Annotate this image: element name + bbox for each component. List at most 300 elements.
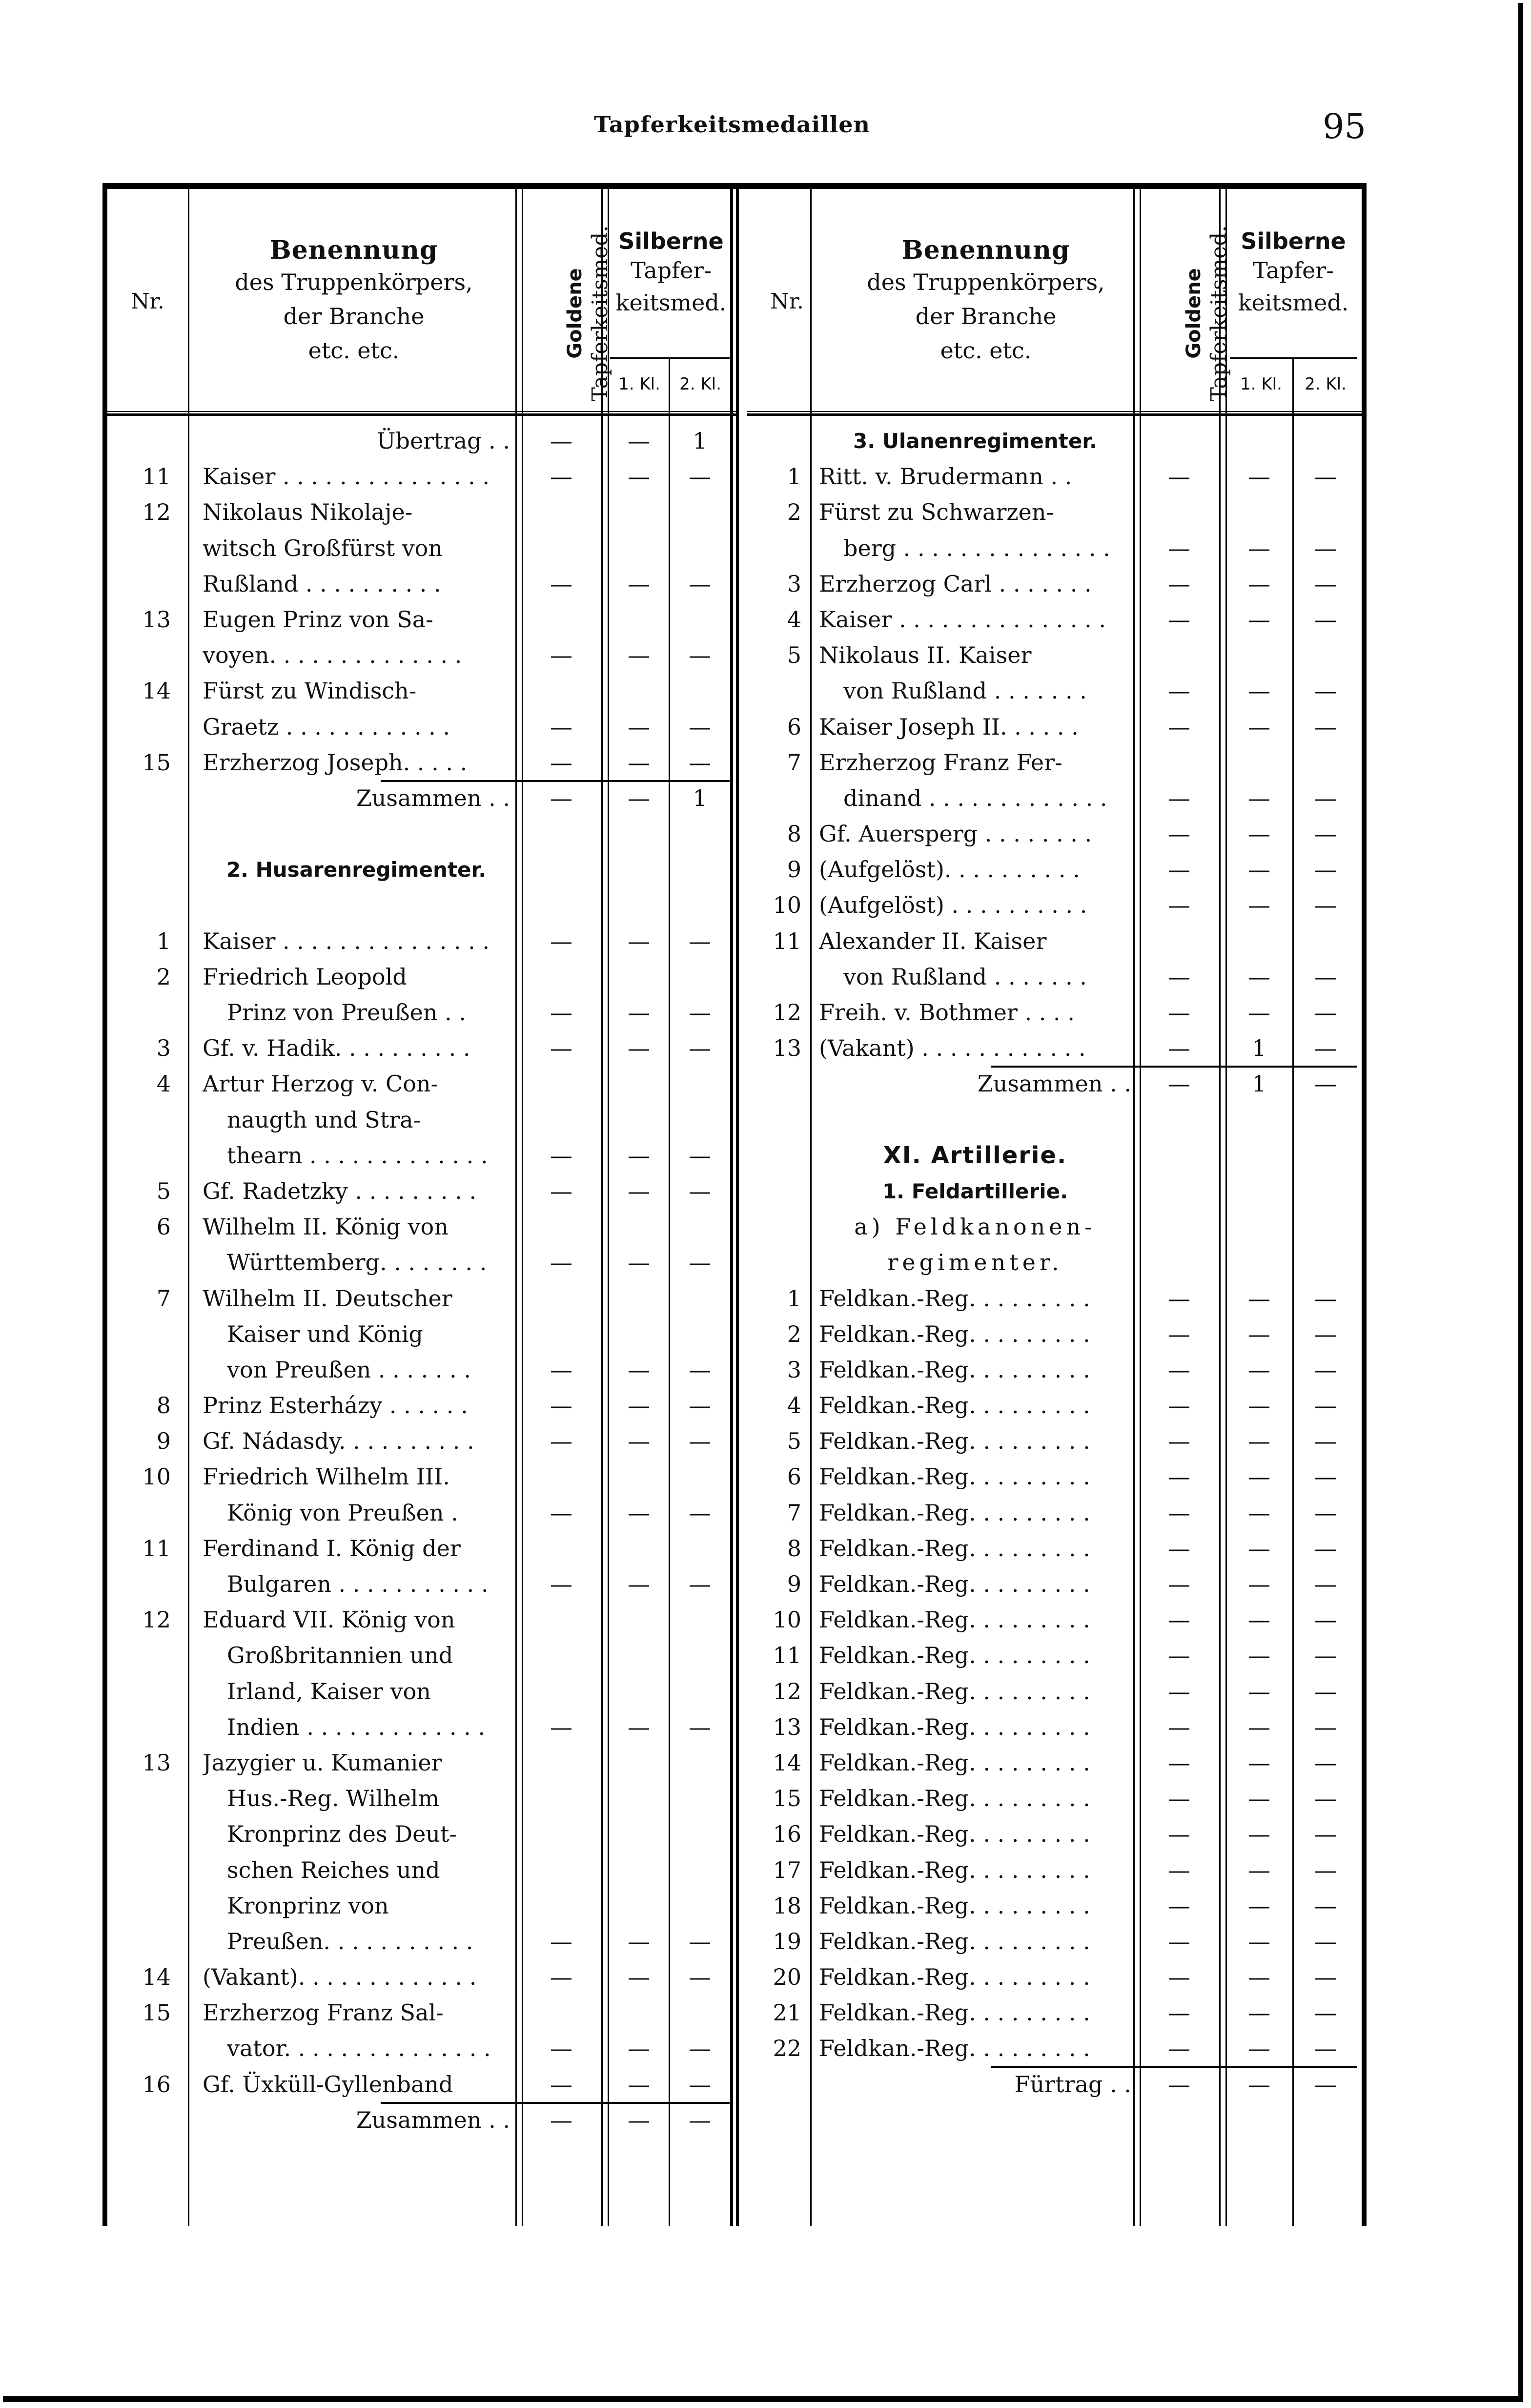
goldene-value: — (1168, 963, 1190, 990)
silberne-kl1-value: — (1248, 1571, 1270, 1597)
silberne-kl2-value: — (689, 1571, 711, 1597)
row-designation: Zusammen . . (356, 784, 510, 811)
silberne-kl2-value: — (1314, 1606, 1337, 1633)
row-number: 7 (787, 749, 801, 776)
silberne-kl1-value: — (1248, 1463, 1270, 1490)
silberne-kl1-value: — (628, 2106, 650, 2133)
table-row (107, 1459, 737, 1495)
silberne-kl1-value: — (1248, 1678, 1270, 1705)
silberne-kl2-value: — (689, 1142, 711, 1169)
row-designation: (Vakant). . . . . . . . . . . . . (203, 1964, 477, 1991)
goldene-value: — (550, 1177, 572, 1204)
goldene-value: — (550, 1928, 572, 1955)
silberne-kl2-value: — (1314, 1463, 1337, 1490)
row-number: 2 (156, 963, 171, 990)
row-number: 18 (773, 1892, 801, 1919)
left-half (107, 189, 737, 2226)
table-row (107, 1924, 737, 1959)
silberne-kl2-value: — (1314, 1678, 1337, 1705)
silberne-kl1-value: — (1248, 1606, 1270, 1633)
silberne-kl1-value: 1 (1252, 1035, 1266, 1062)
silberne-kl2-value: — (689, 1177, 711, 1204)
goldene-line-2: Tapferkeitsmed. (588, 225, 612, 402)
row-number: 11 (773, 927, 801, 954)
goldene-value: — (1168, 1785, 1190, 1812)
goldene-value: — (1168, 2071, 1190, 2098)
silberne-kl1-value: — (1248, 856, 1270, 883)
silberne-line-3: keitsmed. (1238, 289, 1349, 316)
table-row (107, 1066, 737, 1102)
silberne-kl1-value: — (628, 1392, 650, 1419)
row-number: 9 (156, 1428, 171, 1455)
silberne-kl2-value: — (689, 2035, 711, 2062)
row-designation: Ritt. v. Brudermann . . (819, 463, 1072, 490)
benennung-line-3: der Branche (283, 303, 425, 329)
row-designation: Indien . . . . . . . . . . . . . (227, 1713, 485, 1740)
row-designation: Gf. v. Hadik. . . . . . . . . . (203, 1035, 470, 1062)
row-designation: (Aufgelöst) . . . . . . . . . . (819, 892, 1087, 919)
table-row (747, 1317, 1362, 1352)
col-benennung-header (190, 235, 517, 368)
row-designation: Eduard VII. König von (203, 1606, 455, 1633)
table-row (747, 1638, 1362, 1673)
silberne-kl2-value: 1 (693, 784, 707, 811)
table-row (747, 638, 1362, 673)
table-row (107, 566, 737, 602)
table-row (747, 1423, 1362, 1459)
silberne-kl2-value: — (689, 1964, 711, 1991)
goldene-value: — (550, 1356, 572, 1383)
goldene-line-1: Goldene (1183, 268, 1205, 359)
row-number: 13 (773, 1035, 801, 1062)
silberne-kl2-value: — (689, 1499, 711, 1526)
table-row (107, 709, 737, 745)
silberne-kl2-value: — (1314, 963, 1337, 990)
table-row (747, 1852, 1362, 1888)
row-designation: Kaiser . . . . . . . . . . . . . . . (819, 606, 1106, 633)
row-number: 8 (787, 1535, 801, 1562)
row-designation: Friedrich Wilhelm III. (203, 1463, 450, 1490)
goldene-value: — (1168, 713, 1190, 740)
silberne-kl1-value: — (1248, 1285, 1270, 1312)
silberne-kl2-value: — (689, 463, 711, 490)
table-row (107, 852, 737, 887)
silberne-kl1-value: — (628, 1177, 650, 1204)
row-designation: Feldkan.-Reg. . . . . . . . . (819, 1392, 1090, 1419)
goldene-value: — (550, 642, 572, 669)
silberne-line-2: Tapfer- (1253, 257, 1334, 284)
table-row (747, 1995, 1362, 2031)
table-header-right (747, 189, 1362, 414)
silberne-kl1-value: — (1248, 892, 1270, 919)
row-number: 11 (142, 1535, 171, 1562)
benennung-line-4: etc. etc. (940, 337, 1032, 364)
page-title: Tapferkeitsmedaillen (594, 111, 870, 138)
row-number: 13 (142, 606, 171, 633)
row-designation: Feldkan.-Reg. . . . . . . . . (819, 1571, 1090, 1597)
silberne-kl2-value: — (1314, 570, 1337, 597)
col-kl2-header: 2. Kl. (1305, 374, 1347, 394)
goldene-value: — (1168, 1928, 1190, 1955)
row-designation: Erzherzog Franz Fer- (819, 749, 1062, 776)
row-designation: dinand . . . . . . . . . . . . . (843, 784, 1107, 811)
row-designation: (Aufgelöst). . . . . . . . . . (819, 856, 1080, 883)
silberne-kl2-value: — (1314, 1571, 1337, 1597)
goldene-value: — (550, 1964, 572, 1991)
right-half (747, 189, 1362, 2226)
goldene-value: — (1168, 1856, 1190, 1883)
running-head (0, 106, 1531, 145)
silberne-kl2-value: — (1314, 1928, 1337, 1955)
table-row (747, 459, 1362, 494)
silberne-kl2-value: — (1314, 1856, 1337, 1883)
silberne-kl2-value: — (1314, 1892, 1337, 1919)
goldene-value: — (550, 713, 572, 740)
silberne-kl2-value: — (1314, 1713, 1337, 1740)
page-number: 95 (1323, 106, 1367, 146)
silberne-kl1-value: — (628, 1713, 650, 1740)
header-underline (747, 414, 1362, 416)
silberne-kl1-value: — (1248, 784, 1270, 811)
row-designation: Irland, Kaiser von (227, 1678, 431, 1705)
table-row (747, 531, 1362, 566)
row-number: 6 (156, 1214, 171, 1240)
silberne-kl2-value: — (1314, 2035, 1337, 2062)
table-row (747, 566, 1362, 602)
table-row (747, 1030, 1362, 1066)
goldene-value: — (1168, 1320, 1190, 1347)
table-row (107, 1674, 737, 1709)
silberne-kl1-value: — (1248, 2035, 1270, 2062)
table-row (107, 1781, 737, 1816)
row-designation: Feldkan.-Reg. . . . . . . . . (819, 1535, 1090, 1562)
silberne-kl1-value: — (1248, 1892, 1270, 1919)
row-designation: Ferdinand I. König der (203, 1535, 461, 1562)
table-row (747, 1674, 1362, 1709)
row-designation: Kronprinz von (227, 1892, 389, 1919)
row-designation: Bulgaren . . . . . . . . . . . (227, 1571, 489, 1597)
table-row (747, 1245, 1362, 1280)
silberne-kl1-value: — (1248, 1392, 1270, 1419)
table-row (747, 1352, 1362, 1388)
table-row (747, 1531, 1362, 1566)
table-row (747, 1745, 1362, 1781)
goldene-value: — (1168, 892, 1190, 919)
row-number: 10 (773, 1606, 801, 1633)
table-row (107, 1602, 737, 1638)
row-number: 2 (787, 499, 801, 526)
row-designation: Gf. Üxküll-Gyllenband (203, 2071, 453, 2098)
silberne-kl1-value: — (628, 1249, 650, 1276)
row-designation: Feldkan.-Reg. . . . . . . . . (819, 1749, 1090, 1776)
row-number: 8 (787, 821, 801, 847)
row-designation: schen Reiches und (227, 1856, 440, 1883)
table-row (107, 1138, 737, 1173)
col-benennung-header (825, 235, 1147, 368)
table-row (747, 1959, 1362, 1995)
silberne-kl1-value: — (628, 784, 650, 811)
table-row (107, 1531, 737, 1566)
col-silberne-header (610, 228, 732, 319)
row-designation: vator. . . . . . . . . . . . . . . (227, 2035, 491, 2062)
goldene-value: — (550, 2071, 572, 2098)
silberne-kl2-value: — (1314, 678, 1337, 704)
row-designation: Wilhelm II. Deutscher (203, 1285, 452, 1312)
table-row (747, 745, 1362, 781)
goldene-value: — (550, 1249, 572, 1276)
silberne-kl2-value: — (689, 927, 711, 954)
goldene-value: — (1168, 678, 1190, 704)
row-designation: Gf. Nádasdy. . . . . . . . . . (203, 1428, 474, 1455)
row-designation: Feldkan.-Reg. . . . . . . . . (819, 1892, 1090, 1919)
row-designation: Kaiser Joseph II. . . . . . (819, 713, 1079, 740)
table-row (747, 2031, 1362, 2066)
table-row (107, 1959, 737, 1995)
row-designation: Erzherzog Carl . . . . . . . (819, 570, 1092, 597)
row-designation: Kaiser . . . . . . . . . . . . . . . (203, 463, 490, 490)
silberne-kl2-value: — (1314, 1964, 1337, 1991)
silberne-kl1-value: — (1248, 1928, 1270, 1955)
silberne-kl2-value: — (689, 1713, 711, 1740)
center-double-rule (730, 189, 739, 2226)
goldene-value: — (1168, 1964, 1190, 1991)
silberne-kl1-value: — (628, 1964, 650, 1991)
row-designation: Feldkan.-Reg. . . . . . . . . (819, 1713, 1090, 1740)
row-designation: Nikolaus Nikolaje- (203, 499, 413, 526)
row-number: 10 (773, 892, 801, 919)
row-number: 13 (773, 1713, 801, 1740)
row-designation: Prinz von Preußen . . (227, 999, 466, 1026)
row-number: 12 (773, 1678, 801, 1705)
silberne-kl2-value: — (1314, 821, 1337, 847)
silberne-kl1-value: — (628, 713, 650, 740)
table-row (747, 1173, 1362, 1209)
goldene-value: — (550, 428, 572, 454)
row-number: 6 (787, 1463, 801, 1490)
table-row (747, 781, 1362, 816)
table-row (107, 1245, 737, 1280)
table-row (107, 781, 737, 816)
goldene-value: — (550, 1428, 572, 1455)
table-row (747, 887, 1362, 923)
goldene-value: — (1168, 1892, 1190, 1919)
row-designation: a) Feldkanonen- (854, 1214, 1096, 1240)
silberne-kl1-value: — (628, 2071, 650, 2098)
silberne-kl1-value: — (628, 463, 650, 490)
table-row (107, 1852, 737, 1888)
silberne-kl1-value: — (1248, 1999, 1270, 2026)
silberne-kl1-value: — (1248, 606, 1270, 633)
row-number: 15 (142, 1999, 171, 2026)
goldene-value: — (550, 2106, 572, 2133)
silberne-kl1-value: — (628, 1035, 650, 1062)
table-row (107, 602, 737, 638)
row-designation: Zusammen . . (356, 2106, 510, 2133)
table-row (107, 1423, 737, 1459)
table-row (107, 673, 737, 709)
row-designation: Feldkan.-Reg. . . . . . . . . (819, 1821, 1090, 1848)
silberne-kl1-value: — (628, 570, 650, 597)
table-row (747, 602, 1362, 638)
col-nr-header: Nr. (131, 289, 164, 314)
silberne-kl1-value: — (628, 749, 650, 776)
benennung-line-1: Benennung (901, 235, 1070, 265)
goldene-value: — (1168, 1285, 1190, 1312)
table-row (107, 887, 737, 923)
table-row (107, 423, 737, 459)
silberne-kl2-value: — (689, 1249, 711, 1276)
goldene-value: — (1168, 1463, 1190, 1490)
goldene-value: — (1168, 1606, 1190, 1633)
row-designation: Fürtrag . . (1014, 2071, 1131, 2098)
silberne-kl2-value: — (1314, 1999, 1337, 2026)
table-row (747, 1888, 1362, 1924)
silberne-kl2-value: — (689, 1392, 711, 1419)
row-number: 14 (142, 1964, 171, 1991)
left-rows (107, 423, 737, 2138)
row-designation: (Vakant) . . . . . . . . . . . . (819, 1035, 1086, 1062)
row-designation: Württemberg. . . . . . . . (227, 1249, 487, 1276)
row-designation: Nikolaus II. Kaiser (819, 642, 1032, 669)
row-number: 16 (773, 1821, 801, 1848)
benennung-line-2: des Truppenkörpers, (867, 269, 1105, 295)
table-row (107, 2102, 737, 2138)
row-designation: Wilhelm II. König von (203, 1214, 449, 1240)
row-number: 6 (787, 713, 801, 740)
row-number: 1 (787, 463, 801, 490)
table-row (107, 1495, 737, 1531)
col-nr-header: Nr. (770, 289, 804, 314)
table-row (107, 1709, 737, 1745)
silberne-line-3: keitsmed. (615, 289, 727, 316)
header-underline (107, 414, 737, 416)
table-row (107, 1388, 737, 1423)
row-number: 12 (773, 999, 801, 1026)
row-designation: Erzherzog Joseph. . . . . (203, 749, 468, 776)
goldene-value: — (1168, 999, 1190, 1026)
table-row (747, 1566, 1362, 1602)
row-designation: Feldkan.-Reg. . . . . . . . . (819, 1928, 1090, 1955)
goldene-value: — (1168, 535, 1190, 561)
silberne-kl1-value: — (1248, 1821, 1270, 1848)
silberne-kl2-value: — (689, 2106, 711, 2133)
goldene-value: — (1168, 784, 1190, 811)
row-number: 1 (787, 1285, 801, 1312)
row-number: 5 (156, 1177, 171, 1204)
silberne-kl2-value: — (689, 2071, 711, 2098)
silberne-kl1-value: — (628, 1571, 650, 1597)
row-designation: König von Preußen . (227, 1499, 458, 1526)
silberne-kl1-value: — (628, 1928, 650, 1955)
benennung-line-1: Benennung (269, 235, 438, 265)
row-number: 15 (142, 749, 171, 776)
silberne-kl1-value: — (1248, 1713, 1270, 1740)
row-number: 19 (773, 1928, 801, 1955)
goldene-value: — (1168, 1821, 1190, 1848)
table-row (107, 638, 737, 673)
row-number: 4 (156, 1070, 171, 1097)
row-designation: Feldkan.-Reg. . . . . . . . . (819, 1678, 1090, 1705)
row-designation: Gf. Radetzky . . . . . . . . . (203, 1177, 476, 1204)
goldene-value: — (550, 999, 572, 1026)
goldene-value: — (550, 1142, 572, 1169)
row-number: 21 (773, 1999, 801, 2026)
table-row (107, 1102, 737, 1138)
goldene-value: — (1168, 1999, 1190, 2026)
silberne-kl1-value: — (1248, 1499, 1270, 1526)
row-designation: Feldkan.-Reg. . . . . . . . . (819, 2035, 1090, 2062)
silberne-kl2-value: 1 (693, 428, 707, 454)
row-designation: Übertrag . . (376, 428, 510, 454)
table-row (107, 531, 737, 566)
goldene-value: — (550, 749, 572, 776)
goldene-value: — (1168, 1428, 1190, 1455)
silberne-kl1-value: — (1248, 1428, 1270, 1455)
silberne-kl2-value: — (689, 999, 711, 1026)
goldene-value: — (550, 2035, 572, 2062)
row-number: 8 (156, 1392, 171, 1419)
table-row (747, 1495, 1362, 1531)
row-number: 22 (773, 2035, 801, 2062)
table-row (107, 1566, 737, 1602)
row-number: 1 (156, 927, 171, 954)
silberne-kl1-value: — (1248, 463, 1270, 490)
row-designation: von Preußen . . . . . . . (227, 1356, 471, 1383)
table-row (107, 1638, 737, 1673)
row-designation: von Rußland . . . . . . . (843, 963, 1087, 990)
silberne-kl1-value: — (1248, 1356, 1270, 1383)
row-designation: Feldkan.-Reg. . . . . . . . . (819, 1428, 1090, 1455)
table-row (747, 1602, 1362, 1638)
silberne-line-1: Silberne (618, 228, 724, 254)
table-row (747, 1066, 1362, 1102)
table-header-left (107, 189, 737, 414)
goldene-value: — (1168, 1392, 1190, 1419)
silberne-kl1-value: — (1248, 999, 1270, 1026)
row-designation: Erzherzog Franz Sal- (203, 1999, 444, 2026)
goldene-value: — (550, 1713, 572, 1740)
table-row (107, 924, 737, 959)
silberne-kl2-value: — (1314, 713, 1337, 740)
silberne-kl1-value: — (1248, 678, 1270, 704)
row-designation: 2. Husarenregimenter. (226, 858, 487, 882)
row-designation: Kaiser und König (227, 1320, 423, 1347)
row-designation: Kronprinz des Deut- (227, 1821, 457, 1848)
table-row (747, 423, 1362, 459)
row-designation: Graetz . . . . . . . . . . . . (203, 713, 450, 740)
row-number: 7 (156, 1285, 171, 1312)
goldene-value: — (550, 1035, 572, 1062)
row-number: 3 (787, 1356, 801, 1383)
row-number: 9 (787, 1571, 801, 1597)
silberne-kl1-value: — (628, 1428, 650, 1455)
benennung-line-3: der Branche (915, 303, 1057, 329)
goldene-value: — (1168, 463, 1190, 490)
row-designation: witsch Großfürst von (203, 535, 443, 561)
table-row (747, 1781, 1362, 1816)
goldene-value: — (1168, 1571, 1190, 1597)
goldene-value: — (550, 463, 572, 490)
silberne-kl2-value: — (1314, 1070, 1337, 1097)
goldene-value: — (1168, 1749, 1190, 1776)
goldene-value: — (550, 784, 572, 811)
table-row (107, 1995, 737, 2031)
silberne-kl2-value: — (1314, 1499, 1337, 1526)
row-number: 20 (773, 1964, 801, 1991)
silberne-kl2-value: — (1314, 1428, 1337, 1455)
table-row (107, 1030, 737, 1066)
silberne-kl2-value: — (1314, 784, 1337, 811)
